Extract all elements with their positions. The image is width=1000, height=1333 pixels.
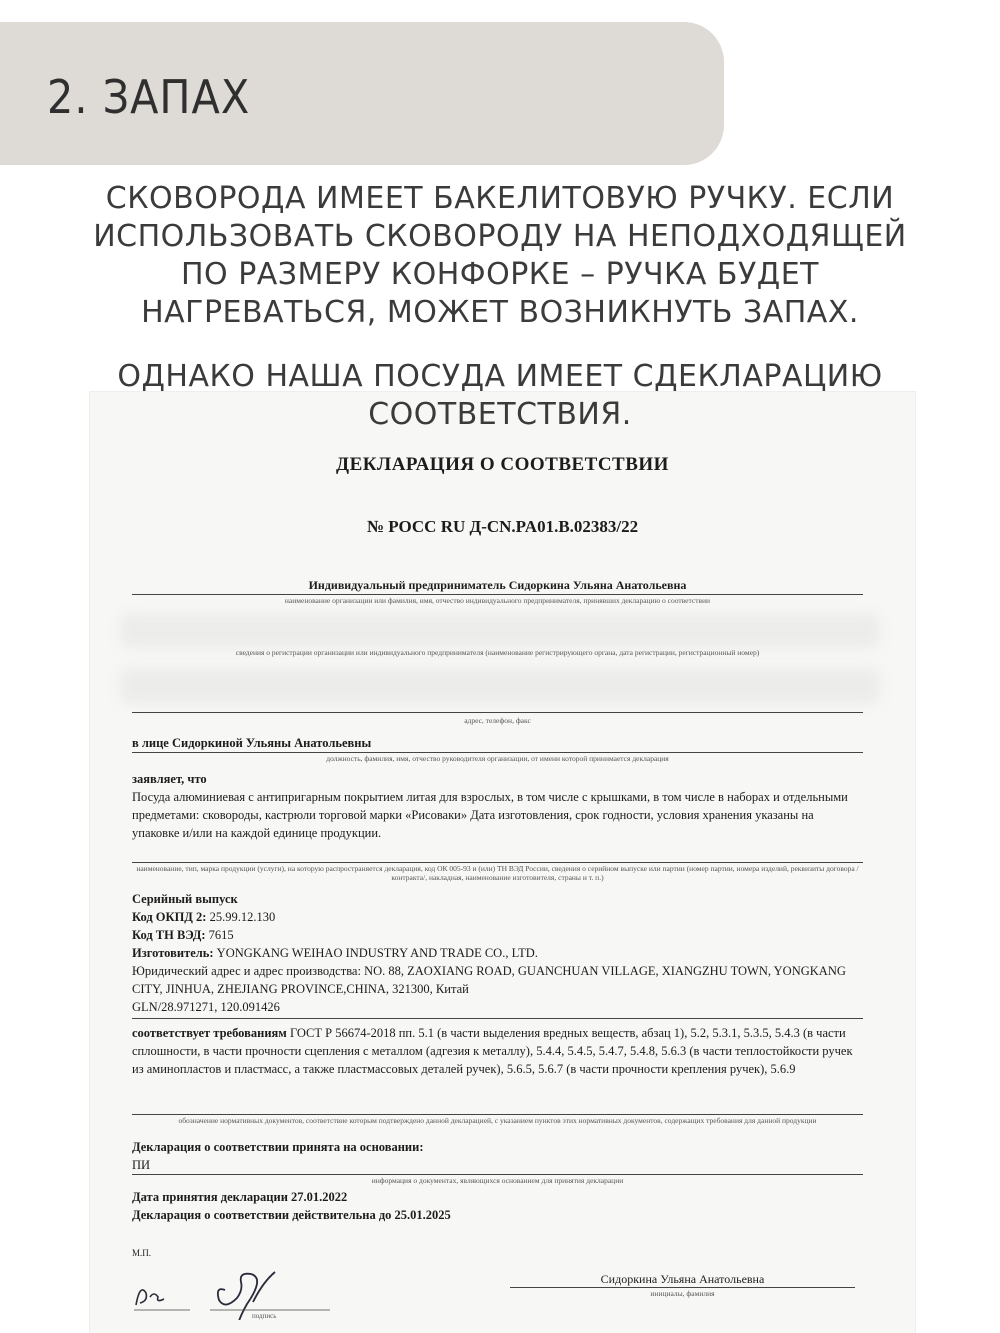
valid-until: Декларация о соответствии действительна до 25.01.2025 (132, 1208, 451, 1222)
intro-paragraph-2: ОДНАКО НАША ПОСУДА ИМЕЕТ СДЕКЛАРАЦИЮ СООТВЕТСТВИЯ. (117, 359, 883, 432)
gln-coordinates: GLN/28.971271, 120.091426 (132, 1000, 280, 1014)
stamp-place: М.П. (132, 1248, 152, 1258)
address-caption: адрес, телефон, факс (464, 716, 531, 725)
basis-caption: информация о документах, являющихся основанием для принятия декларации (371, 1176, 624, 1185)
tnved-code: Код ТН ВЭД: 7615 (132, 928, 234, 942)
product-caption: наименование, тип, марка продукции (услуги), на которую распространяется декларация, код ОК 005-93 и (или) ТН ВЭД России, сведения о серийном выпуске или партии (номер партии, номера изделий, реквизиты договора /контракта/, накладная, наименование изготовителя, страны и т. п.) (136, 864, 859, 882)
date-accepted: Дата принятия декларации 27.01.2022 (132, 1190, 348, 1204)
basis-value: ПИ (132, 1158, 151, 1172)
divider (132, 594, 863, 595)
redacted-block (120, 614, 880, 648)
signatory-name: Сидоркина Ульяна Анатольевна (600, 1272, 765, 1286)
representative: в лице Сидоркиной Ульяны Анатольевны (132, 736, 372, 750)
document-number: № РОСС RU Д-CN.PA01.B.02383/22 (366, 517, 639, 536)
intro-text (40, 180, 960, 362)
divider (510, 1287, 855, 1288)
serial-label: Серийный выпуск (132, 892, 238, 906)
divider (132, 1114, 863, 1115)
conformity-caption: обозначение нормативных документов, соответствие которым подтверждено данной декларацией, с указанием пунктов этих нормативных документов, содержащих требования для данной продукции (178, 1116, 817, 1125)
divider (132, 862, 863, 863)
declaration-document (90, 392, 915, 1333)
divider (132, 1018, 863, 1019)
signature-image (130, 1250, 360, 1320)
svg-text:подпись: подпись (252, 1312, 277, 1320)
registration-caption: сведения о регистрации организации или индивидуального предпринимателя (наименование регистрирующего органа, дата регистрации, регистрационный номер) (235, 648, 760, 657)
manufacturer-address: Юридический адрес и адрес производства: NO. 88, ZAOXIANG ROAD, GUANCHUAN VILLAGE, XIANGZHU TOWN, YONGKANG CITY, JINHUA, ZHEJIANG PROVINCE,CHINA, 321300, Китай (132, 964, 846, 996)
intro-paragraph-1: СКОВОРОДА ИМЕЕТ БАКЕЛИТОВУЮ РУЧКУ. ЕСЛИ ИСПОЛЬЗОВАТЬ СКОВОРОДУ НА НЕПОДХОДЯЩЕЙ ПО РАЗМЕРУ КОНФОРКЕ – РУЧКА БУДЕТ НАГРЕВАТЬСЯ, МОЖЕТ ВОЗНИКНУТЬ ЗАПАХ. (93, 181, 907, 330)
signatory-caption: инициалы, фамилия (650, 1289, 715, 1298)
document-title: ДЕКЛАРАЦИЯ О СООТВЕТСТВИИ (336, 454, 669, 475)
page-title: 2. ЗАПАХ (47, 70, 251, 124)
representative-caption: должность, фамилия, имя, отчество руководителя организации, от имени которой принимается декларация (326, 754, 669, 763)
divider (132, 712, 863, 713)
divider (132, 752, 863, 753)
applicant-name: Индивидуальный предприниматель Сидоркина Ульяна Анатольевна (308, 578, 687, 592)
product-description: Посуда алюминиевая с антипригарным покрытием литая для взрослых, в том числе с крышками, в том числе в наборах и отдельными предметами: сковороды, кастрюли торговой марки «Рисоваки» Дата изготовления, срок годности, условия хранения указаны на упаковке и/или на каждой единице продукции. (132, 790, 848, 840)
conformity-requirements: соответствует требованиям ГОСТ Р 56674-2018 пп. 5.1 (в части выделения вредных веществ, абзац 1), 5.2, 5.3.1, 5.3.5, 5.4.3 (в части сплошности, в части прочности сцепления с металлом (адгезия к металлу), 5.4.4, 5.4.5, 5.4.7, 5.4.8, 5.6.3 (в части теплостойкости ручек из аминопластов и пластмасс, а также пластмассовых деталей ручек), 5.6.5, 5.6.7 (в части прочности крепления ручек), 5.6.9 (132, 1026, 853, 1076)
manufacturer: Изготовитель: YONGKANG WEIHAO INDUSTRY AND TRADE CO., LTD. (132, 946, 538, 960)
declares-label: заявляет, что (132, 772, 207, 786)
basis-label: Декларация о соответствии принята на основании: (132, 1140, 424, 1154)
okpd-code: Код ОКПД 2: 25.99.12.130 (132, 910, 276, 924)
redacted-block (120, 668, 880, 704)
applicant-caption: наименование организации или фамилия, имя, отчество индивидуального предпринимателя, принявших декларацию о соответствии (284, 596, 711, 605)
divider (132, 1174, 863, 1175)
